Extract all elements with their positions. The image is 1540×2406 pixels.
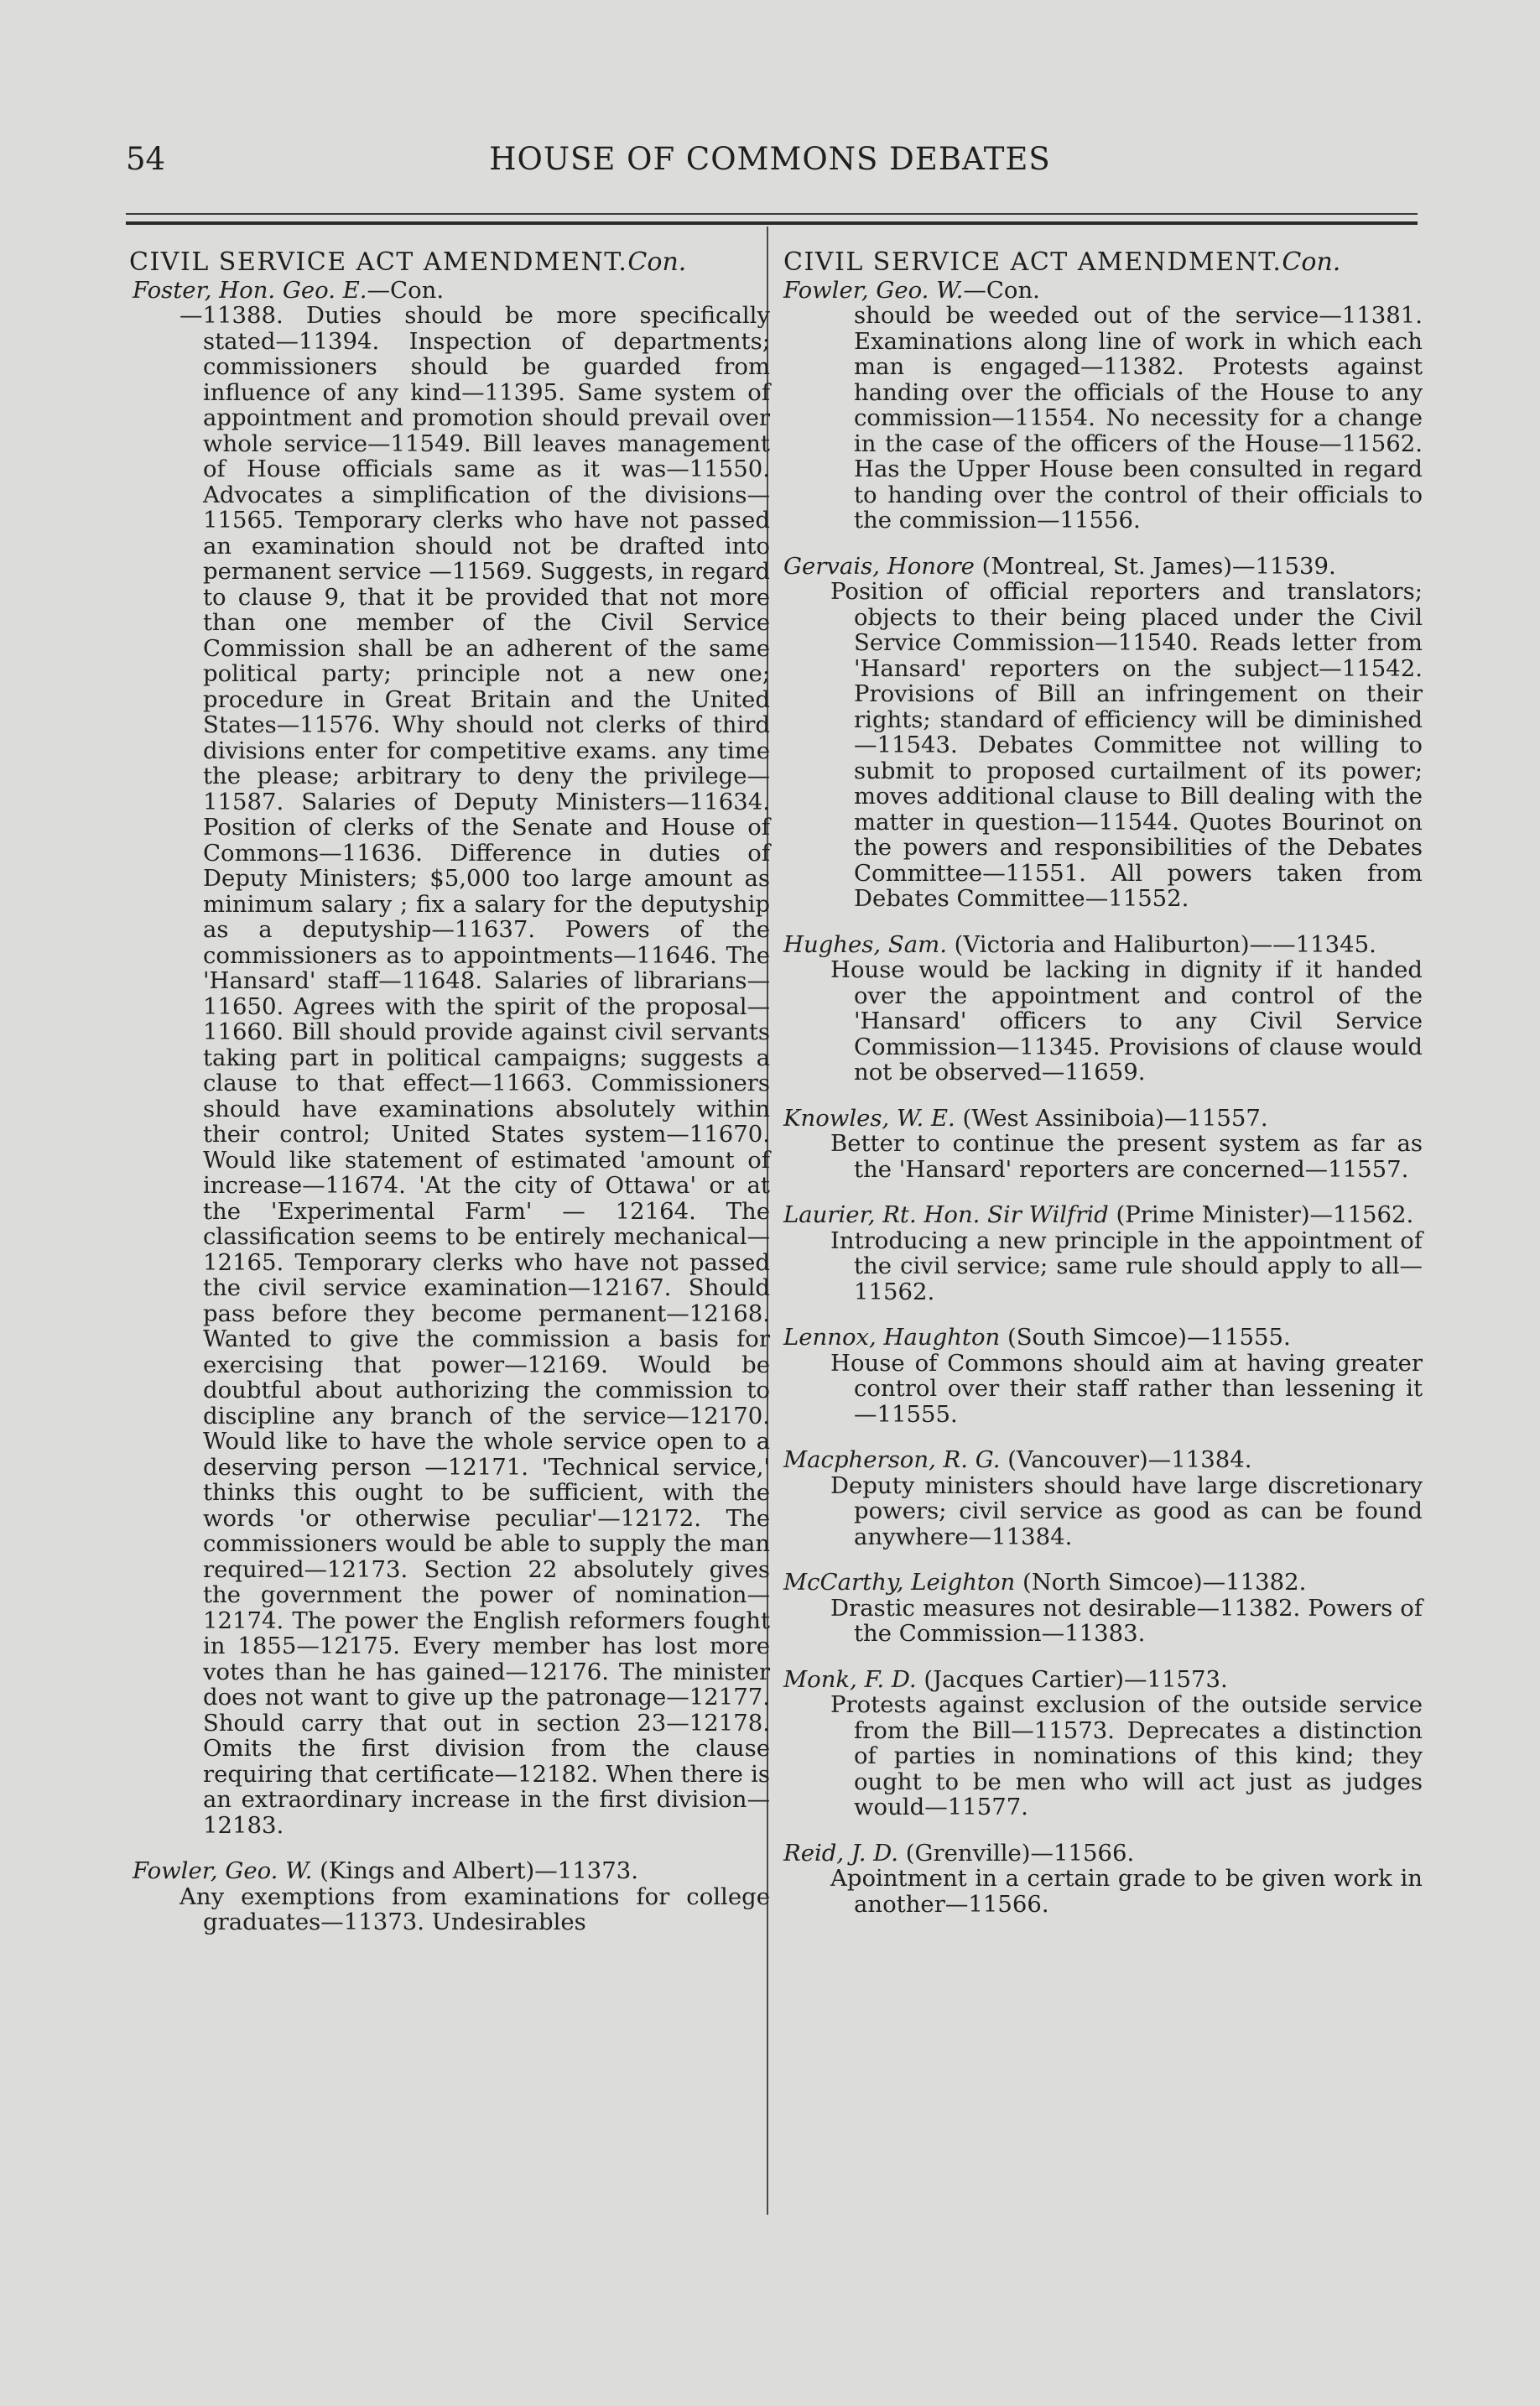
speaker-name: Reid, J. D.	[783, 1839, 899, 1867]
speaker-detail: —Con.	[963, 276, 1040, 304]
speaker-name: McCarthy, Leighton	[783, 1569, 1016, 1596]
speech-summary: Introducing a new principle in the appointment of the civil service; same rule should apply to all—11562.	[830, 1226, 1423, 1305]
speaker-name: Laurier, Rt. Hon. Sir Wilfrid	[783, 1201, 1109, 1228]
speaker-line	[783, 1325, 1423, 1351]
speaker-line	[783, 278, 1423, 304]
speaker-detail: (South Simcoe)—11555.	[1000, 1324, 1291, 1351]
speaker-line	[783, 1106, 1423, 1132]
speaker-line	[783, 932, 1423, 958]
speech-summary: Apointment in a certain grade to be given work in another—11566.	[830, 1865, 1423, 1918]
speaker-detail: (Jacques Cartier)—11573.	[916, 1665, 1228, 1693]
speaker-name: Fowler, Geo. W.	[133, 1857, 313, 1884]
index-entry	[133, 1858, 770, 1935]
speaker-detail: (Grenville)—11566.	[898, 1839, 1135, 1867]
index-entry	[783, 932, 1423, 1086]
speaker-line	[783, 554, 1423, 580]
speaker-line	[783, 1570, 1423, 1596]
speech-summary: Drastic measures not desirable—11382. Powers of the Commission—11383.	[830, 1594, 1423, 1647]
section-cont: Con.	[627, 247, 687, 277]
speaker-detail: (Victoria and Haliburton)——11345.	[946, 930, 1376, 958]
speaker-line	[783, 1447, 1423, 1473]
header-rule-thick	[126, 221, 1418, 225]
running-head-title: HOUSE OF COMMONS DEBATES	[489, 141, 1051, 177]
section-heading	[129, 247, 770, 277]
speech-summary: Protests against exclusion of the outside service from the Bill—11573. Deprecates a distinction of parties in nominations of this kind; they ought to be men who will act just as judges would—11577.	[830, 1691, 1423, 1820]
speaker-detail: (Montreal, St. James)—11539.	[974, 552, 1336, 580]
speech-summary: —11388. Duties should be more specifically stated—11394. Inspection of departments; commissioners should be guarded from influence of any kind—11395. Same system of appointment and promotion should prevail over whole service—11549. Bill leaves management of House officials same as it was—11550. Advocates a simplification of the divisions—11565. Temporary clerks who have not passed an examination should not be drafted into permanent service —11569. Suggests, in regard to clause 9, that it be provided that not more than one member of the Civil Service Commission shall be an adherent of the same political party; principle not a new one; procedure in Great Britain and the United States—11576. Why should not clerks of third divisions enter for competitive exams. any time the please; arbitrary to deny the privilege—11587. Salaries of Deputy Ministers—11634. Position of clerks of the Senate and House of Commons—11636. Difference in duties of Deputy Ministers; $5,000 too large amount as minimum salary ; fix a salary for the deputyship as a deputyship—11637. Powers of the commissioners as to appointments—11646. The 'Hansard' staff—11648. Salaries of librarians—11650. Agrees with the spirit of the proposal—11660. Bill should provide against civil servants taking part in political campaigns; suggests a clause to that effect—11663. Commissioners should have examinations absolutely within their control; United States system—11670. Would like statement of estimated 'amount of increase—11674. 'At the city of Ottawa' or at the 'Experimental Farm' — 12164. The classification seems to be entirely mechanical—12165. Temporary clerks who have not passed the civil service examination—12167. Should pass before they become permanent—12168. Wanted to give the commission a basis for exercising that power—12169. Would be doubtful about authorizing the commission to discipline any branch of the service—12170. Would like to have the whole service open to a deserving person —12171. 'Technical service,' thinks this ought to be sufficient, with the words 'or otherwise peculiar'—12172. The commissioners would be able to supply the man required—12173. Section 22 absolutely gives the government the power of nomination—12174. The power the English reformers fought in 1855—12175. Every member has lost more votes than he has gained—12176. The minister does not want to give up the patronage—12177. Should carry that out in section 23—12178. Omits the first division from the clause requiring that certificate—12182. When there is an extraordinary increase in the first division—12183.	[179, 302, 770, 1839]
speaker-name: Lennox, Haughton	[783, 1324, 1001, 1351]
index-entry	[783, 1325, 1423, 1427]
section-cont: Con.	[1282, 247, 1341, 277]
left-column	[129, 247, 770, 1956]
section-title: CIVIL SERVICE ACT AMENDMENT.	[783, 247, 1282, 277]
speech-summary: Deputy ministers should have large discretionary powers; civil service as good as can be found anywhere—11384.	[830, 1471, 1423, 1550]
speaker-line	[783, 1667, 1423, 1693]
index-entry	[783, 554, 1423, 912]
right-column	[783, 247, 1423, 1937]
index-entry	[783, 1202, 1423, 1305]
speaker-line	[783, 1202, 1423, 1228]
speech-summary: should be weeded out of the service—11381. Examinations along line of work in which each man is engaged—11382. Protests against handing over the officials of the House to any commission—11554. No necessity for a change in the case of the officers of the House—11562. Has the Upper House been consulted in regard to handing over the control of their officials to the commission—11556.	[854, 302, 1423, 534]
speaker-name: Knowles, W. E.	[783, 1104, 955, 1132]
speech-summary: House would be lacking in dignity if it handed over the appointment and control of the 'Hansard' officers to any Civil Service Commission—11345. Provisions of clause would not be observed—11659.	[830, 956, 1423, 1086]
speech-summary: Position of official reporters and translators; objects to their being placed under the Civil Service Commission—11540. Reads letter from 'Hansard' reporters on the subject—11542. Provisions of Bill an infringement on their rights; standard of efficiency will be diminished —11543. Debates Committee not willing to submit to proposed curtailment of its power; moves additional clause to Bill dealing with the matter in question—11544. Quotes Bourinot on the powers and responsibilities of the Debates Committee—11551. All powers taken from Debates Committee—11552.	[830, 578, 1423, 912]
page-header	[126, 141, 1414, 191]
speaker-detail: (North Simcoe)—11382.	[1015, 1569, 1307, 1596]
speaker-line	[133, 1858, 770, 1884]
index-entry	[783, 1570, 1423, 1647]
speaker-line	[783, 1841, 1423, 1867]
speaker-detail: (Prime Minister)—11562.	[1108, 1201, 1414, 1228]
index-entry	[783, 278, 1423, 534]
section-heading	[783, 247, 1423, 277]
speech-summary: Better to continue the present system as far as the 'Hansard' reporters are concerned—11557.	[830, 1130, 1423, 1183]
speaker-name: Monk, F. D.	[783, 1665, 917, 1693]
section-title: CIVIL SERVICE ACT AMENDMENT.	[129, 247, 628, 277]
speaker-detail: —Con.	[367, 276, 445, 304]
page-number: 54	[126, 141, 166, 177]
speaker-name: Foster, Hon. Geo. E.	[133, 276, 367, 304]
speaker-name: Macpherson, R. G.	[783, 1446, 1001, 1473]
speech-summary: House of Commons should aim at having greater control over their staff rather than lessening it—11555.	[830, 1349, 1423, 1428]
speaker-name: Fowler, Geo. W.	[783, 276, 964, 304]
index-entry	[783, 1841, 1423, 1918]
speaker-line	[133, 278, 770, 304]
speaker-detail: (Vancouver)—11384.	[1000, 1446, 1252, 1473]
speaker-detail: (Kings and Albert)—11373.	[312, 1857, 638, 1884]
index-entry	[783, 1667, 1423, 1820]
index-entry	[133, 278, 770, 1839]
index-entry	[783, 1106, 1423, 1183]
speaker-name: Gervais, Honore	[783, 552, 975, 580]
speaker-name: Hughes, Sam.	[783, 930, 947, 958]
header-rule-thin	[126, 213, 1418, 215]
speech-summary: Any exemptions from examinations for college graduates—11373. Undesirables	[179, 1883, 770, 1935]
index-entry	[783, 1447, 1423, 1549]
speaker-detail: (West Assiniboia)—11557.	[955, 1104, 1268, 1132]
